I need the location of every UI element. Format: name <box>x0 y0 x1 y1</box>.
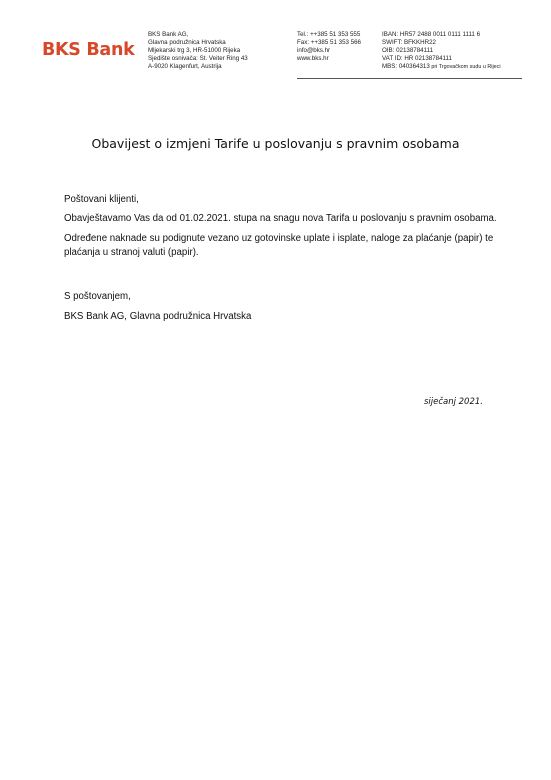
header-address <box>148 31 248 70</box>
greeting: Poštovani klijenti, <box>64 194 139 205</box>
paragraph-announcement: Obavještavamo Vas da od 01.02.2021. stupa na snagu nova Tarifa u poslovanju s pravnim osobama. <box>64 213 497 224</box>
document-title: Obavijest o izmjeni Tarife u poslovanju s pravnim osobama <box>91 136 460 151</box>
iban-text: IBAN: HR57 2488 0011 0111 1111 6 <box>382 31 481 38</box>
paragraph-fees: Određene naknade su podignute vezano uz gotovinske uplate i isplate, naloge za plaćanje (papir) te plaćanja u stranoj valuti (papir). <box>64 233 494 258</box>
email-text: info@bks.hr <box>297 46 331 54</box>
header-divider <box>297 78 522 79</box>
oib-text: OIB: 02138784111 <box>382 46 434 54</box>
phone-text: Tel.: ++385 51 353 555 <box>297 31 361 38</box>
header-registry <box>382 31 501 70</box>
address-line: BKS Bank AG, <box>148 31 189 38</box>
fax-text: Fax: ++385 51 353 566 <box>297 38 361 46</box>
swift-text: SWIFT: BFKKHR22 <box>382 38 436 46</box>
mbs-court: pri Trgovačkom sudu u Rijeci <box>429 63 501 70</box>
address-line: Glavna podružnica Hrvatska <box>148 38 226 46</box>
document-date: siječanj 2021. <box>423 397 483 407</box>
website-text: www.bks.hr <box>297 54 329 62</box>
mbs-text <box>382 63 501 71</box>
vat-id-text: VAT ID: HR 02138784111 <box>382 54 452 62</box>
closing: S poštovanjem, <box>64 291 131 302</box>
address-line: Mljekarski trg 3, HR-51000 Rijeka <box>148 46 241 54</box>
address-line: A-9020 Klagenfurt, Austrija <box>148 62 222 70</box>
mbs-number: MBS: 040364313 <box>382 62 430 70</box>
address-line: Sjedište osnivača: St. Veiter Ring 43 <box>148 54 248 62</box>
header-contact <box>297 31 361 63</box>
bks-bank-logo: BKS Bank <box>42 40 135 60</box>
signature: BKS Bank AG, Glavna podružnica Hrvatska <box>64 311 252 322</box>
